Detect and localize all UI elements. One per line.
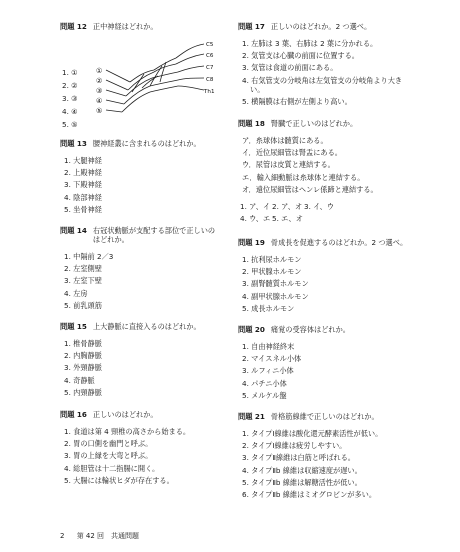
question-number: 問題 17	[238, 22, 265, 31]
option[interactable]: 5. 坐骨神経	[64, 204, 102, 214]
option[interactable]: 3. ルフィニ小体	[242, 366, 294, 376]
option-list	[240, 342, 413, 400]
level-c8: C8	[206, 77, 214, 83]
option[interactable]: 5. 内頸静脈	[64, 387, 102, 397]
question-number: 問題 16	[60, 410, 87, 419]
option[interactable]: 5. 成長ホルモン	[242, 303, 295, 313]
option-list	[62, 427, 230, 485]
option[interactable]: 6. タイプⅡb 線維はミオグロビンが多い。	[242, 489, 377, 499]
option[interactable]: 2. 甲状腺ホルモン	[242, 267, 302, 277]
option[interactable]: 1. 大腿神経	[64, 156, 102, 165]
option-list	[62, 156, 225, 214]
option[interactable]: 3. 気管は食道の前面にある。	[242, 63, 338, 73]
option[interactable]: 4. 陰部神経	[64, 192, 102, 202]
option[interactable]: 3. タイプⅡ線維は白筋と呼ばれる。	[242, 453, 355, 463]
option[interactable]: 1. 左肺は 3 葉、右肺は 2 葉に分かれる。	[242, 39, 378, 48]
question-21	[238, 412, 413, 502]
question-number: 問題 18	[238, 119, 265, 128]
option[interactable]: 4. 右気管支の分岐角は左気管支の分岐角より大きい。	[242, 75, 403, 94]
option-list	[240, 39, 413, 106]
option[interactable]: 4. 副甲状腺ホルモン	[242, 291, 309, 301]
option[interactable]: 4. 左房	[64, 288, 88, 298]
question-18	[238, 119, 413, 223]
question-number: 問題 20	[238, 325, 265, 334]
question-17	[238, 22, 413, 109]
statement: イ．近位尿細管は腎盂にある。	[242, 148, 342, 158]
answer-option[interactable]: 3. イ、ウ	[304, 201, 335, 211]
option[interactable]: 1. 自由神経終末	[242, 342, 295, 351]
page-number: 2	[60, 532, 65, 540]
question-text: 痛覚の受容体はどれか。	[270, 325, 350, 334]
option[interactable]: 4. タイプⅡb 線維は収縮速度が遅い。	[242, 465, 362, 475]
answer-option[interactable]: 1. ア、イ	[240, 201, 271, 211]
option[interactable]: 2. タイプⅠ線維は疲労しやすい。	[242, 441, 347, 451]
exam-title: 第 42 回 共通問題	[76, 532, 140, 540]
level-th1: Th1	[204, 89, 215, 95]
question-text: 正中神経はどれか。	[92, 22, 158, 31]
question-19	[238, 238, 413, 316]
question-number: 問題 12	[60, 22, 87, 31]
option[interactable]: 5. 前乳頭筋	[64, 300, 102, 310]
answer-grid	[240, 202, 413, 223]
question-number: 問題 13	[60, 139, 87, 148]
option-list	[240, 429, 413, 499]
question-number: 問題 14	[60, 226, 87, 235]
option-list	[240, 255, 413, 313]
answer-option[interactable]: 5. エ、オ	[272, 213, 303, 223]
option[interactable]: 5. 横隔膜は右側が左側より高い。	[242, 96, 352, 106]
option[interactable]: 5. メルケル盤	[242, 390, 287, 400]
question-text: 右冠状動脈が支配する部位で正しいのはどれか。	[92, 226, 216, 244]
statement: オ．遠位尿細管はヘンレ係蹄と連結する。	[242, 184, 378, 194]
question-text: 腎臓で正しいのはどれか。	[270, 119, 358, 128]
answer-option[interactable]: 5. ⑤	[62, 120, 78, 129]
option[interactable]: 2. 内胸静脈	[64, 351, 102, 361]
option[interactable]: 3. 外頸静脈	[64, 363, 102, 373]
option[interactable]: 2. 上殿神経	[64, 168, 102, 178]
answer-option[interactable]: 3. ③	[62, 94, 78, 103]
question-20	[238, 325, 413, 403]
question-text: 骨成長を促進するのはどれか。2 つ選べ。	[270, 238, 408, 247]
question-text: 上大静脈に直接入るのはどれか。	[92, 322, 201, 331]
option[interactable]: 1. 椎骨静脈	[64, 339, 102, 348]
option[interactable]: 2. 気管支は心臓の前面に位置する。	[242, 51, 359, 61]
question-13	[60, 139, 225, 217]
answer-option[interactable]: 1. ①	[62, 68, 78, 77]
question-text: 正しいのはどれか。2 つ選べ。	[270, 22, 372, 31]
option[interactable]: 4. 奇静脈	[64, 375, 95, 385]
option-list	[62, 339, 225, 397]
page-footer	[60, 531, 149, 541]
question-number: 問題 15	[60, 322, 87, 331]
option[interactable]: 3. 左室下壁	[64, 276, 102, 286]
option[interactable]: 2. マイスネル小体	[242, 354, 302, 364]
statement: エ．輸入細動脈は糸球体と連結する。	[242, 172, 365, 182]
option[interactable]: 1. タイプⅠ線維は酸化還元酵素活性が低い。	[242, 429, 383, 438]
option[interactable]: 5. 大腸には輪状ヒダが存在する。	[64, 475, 174, 485]
option[interactable]: 1. 食道は第 4 頸椎の高さから始まる。	[64, 427, 191, 436]
question-16	[60, 410, 230, 488]
option[interactable]: 2. 左室側壁	[64, 264, 102, 274]
question-number: 問題 19	[238, 238, 265, 247]
marker-2: ②	[96, 77, 103, 85]
statement: ウ．尿管は皮質と連結する。	[242, 160, 335, 170]
option[interactable]: 3. 副腎髄質ホルモン	[242, 279, 309, 289]
brachial-plexus-diagram	[92, 36, 220, 126]
question-text: 骨格筋線維で正しいのはどれか。	[270, 412, 379, 421]
option[interactable]: 5. タイプⅡb 線維は解糖活性が低い。	[242, 477, 362, 487]
question-text: 腰神経叢に含まれるのはどれか。	[92, 139, 201, 148]
option[interactable]: 1. 抗利尿ホルモン	[242, 255, 302, 264]
option[interactable]: 4. 総胆管は十二指腸に開く。	[64, 463, 160, 473]
marker-3: ③	[96, 87, 103, 95]
question-text: 正しいのはどれか。	[92, 410, 158, 419]
marker-4: ④	[96, 97, 103, 105]
statement-list	[240, 136, 413, 194]
option[interactable]: 3. 胃の上縁を大弯と呼ぶ。	[64, 451, 153, 461]
option[interactable]: 4. パチニ小体	[242, 378, 287, 388]
question-number: 問題 21	[238, 412, 265, 421]
level-c5: C5	[206, 42, 214, 48]
answer-option[interactable]: 4. ④	[62, 107, 78, 116]
answer-option[interactable]: 2. ア、オ	[272, 201, 303, 211]
answer-option[interactable]: 4. ウ、エ	[240, 213, 271, 223]
statement: ア．糸球体は髄質にある。	[242, 136, 328, 145]
q12-answer-list	[60, 68, 80, 133]
option[interactable]: 2. 胃の口側を幽門と呼ぶ。	[64, 439, 153, 449]
question-15	[60, 322, 225, 400]
option-list	[62, 252, 225, 310]
option[interactable]: 1. 中隔前 2／3	[64, 252, 114, 261]
level-c6: C6	[206, 53, 214, 59]
option[interactable]: 3. 下殿神経	[64, 180, 102, 190]
question-14	[60, 226, 225, 313]
marker-1: ①	[96, 67, 103, 75]
marker-5: ⑤	[96, 107, 103, 115]
level-c7: C7	[206, 65, 214, 71]
answer-option[interactable]: 2. ②	[62, 81, 78, 90]
